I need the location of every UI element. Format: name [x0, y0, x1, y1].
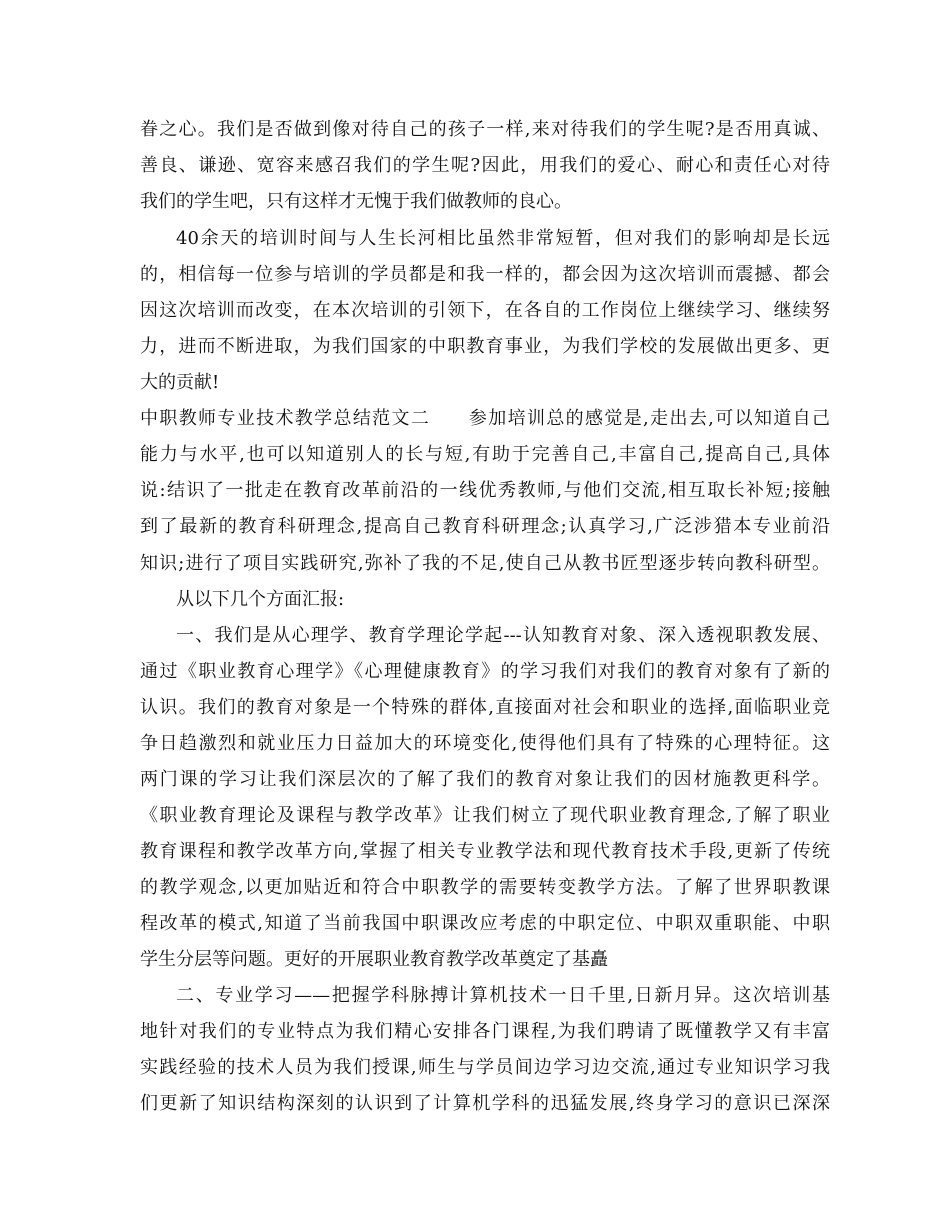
text-line: 的，相信每一位参与培训的学员都是和我一样的，都会因为这次培训而震撼、都会	[140, 264, 830, 285]
text-line: 地针对我们的专业特点为我们精心安排各门课程,为我们聘请了既懂教学又有丰富	[140, 1021, 830, 1042]
text-line: 通过《职业教育心理学》《心理健康教育》的学习我们对我们的教育对象有了新的	[140, 661, 830, 682]
text-line: 两门课的学习让我们深层次的了解了我们的教育对象让我们的因材施教更科学。	[140, 769, 830, 790]
text-line: 一、我们是从心理学、教育学理论学起---认知教育对象、深入透视职教发展、	[176, 625, 830, 646]
text-line: 我们的学生吧，只有这样才无愧于我们做教师的良心。	[140, 191, 572, 212]
text-line: 知识;进行了项目实践研究,弥补了我的不足,使自己从教书匠型逐步转向教科研型。	[140, 553, 830, 574]
text-line: 力，进而不断进取，为我们国家的中职教育事业，为我们学校的发展做出更多、更	[140, 336, 830, 357]
section-heading-line: 中职教师专业技术教学总结范文二 参加培训总的感觉是,走出去,可以知道自己	[140, 408, 830, 429]
text-line: 教育课程和教学改革方向,掌握了相关专业教学法和现代教育技术手段,更新了传统	[140, 841, 830, 862]
text-line: 争日趋激烈和就业压力日益加大的环境变化,使得他们具有了特殊的心理特征。这	[140, 733, 830, 754]
text-line: 学生分层等问题。更好的开展职业教育教学改革奠定了基矗	[140, 949, 608, 970]
text-line: 二、专业学习——把握学科脉搏计算机技术一日千里,日新月异。这次培训基	[176, 985, 830, 1006]
text-line: 程改革的模式,知道了当前我国中职课改应考虑的中职定位、中职双重职能、中职	[140, 913, 830, 934]
text-line: 实践经验的技术人员为我们授课,师生与学员间边学习边交流,通过专业知识学习我	[140, 1057, 830, 1078]
text-line: 眷之心。我们是否做到像对待自己的孩子一样,来对待我们的学生呢?是否用真诚、	[140, 119, 830, 140]
text-line: 到了最新的教育科研理念,提高自己教育科研理念;认真学习,广泛涉猎本专业前沿	[140, 516, 830, 537]
text-line: 40余天的培训时间与人生长河相比虽然非常短暂，但对我们的影响却是长远	[176, 228, 830, 249]
text-line: 们更新了知识结构深刻的认识到了计算机学科的迅猛发展,终身学习的意识已深深	[140, 1093, 830, 1114]
text-line: 因这次培训而改变，在本次培训的引领下，在各自的工作岗位上继续学习、继续努	[140, 300, 830, 321]
text-line: 说:结识了一批走在教育改革前沿的一线优秀教师,与他们交流,相互取长补短;接触	[140, 480, 830, 501]
text-line: 从以下几个方面汇报:	[176, 589, 345, 610]
text-line: 《职业教育理论及课程与教学改革》让我们树立了现代职业教育理念,了解了职业	[140, 805, 830, 826]
text-line: 大的贡献!	[140, 372, 220, 393]
text-line: 能力与水平,也可以知道别人的长与短,有助于完善自己,丰富自己,提高自己,具体	[140, 444, 830, 465]
text-line: 认识。我们的教育对象是一个特殊的群体,直接面对社会和职业的选择,面临职业竞	[140, 697, 830, 718]
text-line: 善良、谦逊、宽容来感召我们的学生呢?因此，用我们的爱心、耐心和责任心对待	[140, 155, 830, 176]
text-line: 的教学观念,以更加贴近和符合中职教学的需要转变教学方法。了解了世界职教课	[140, 877, 830, 898]
